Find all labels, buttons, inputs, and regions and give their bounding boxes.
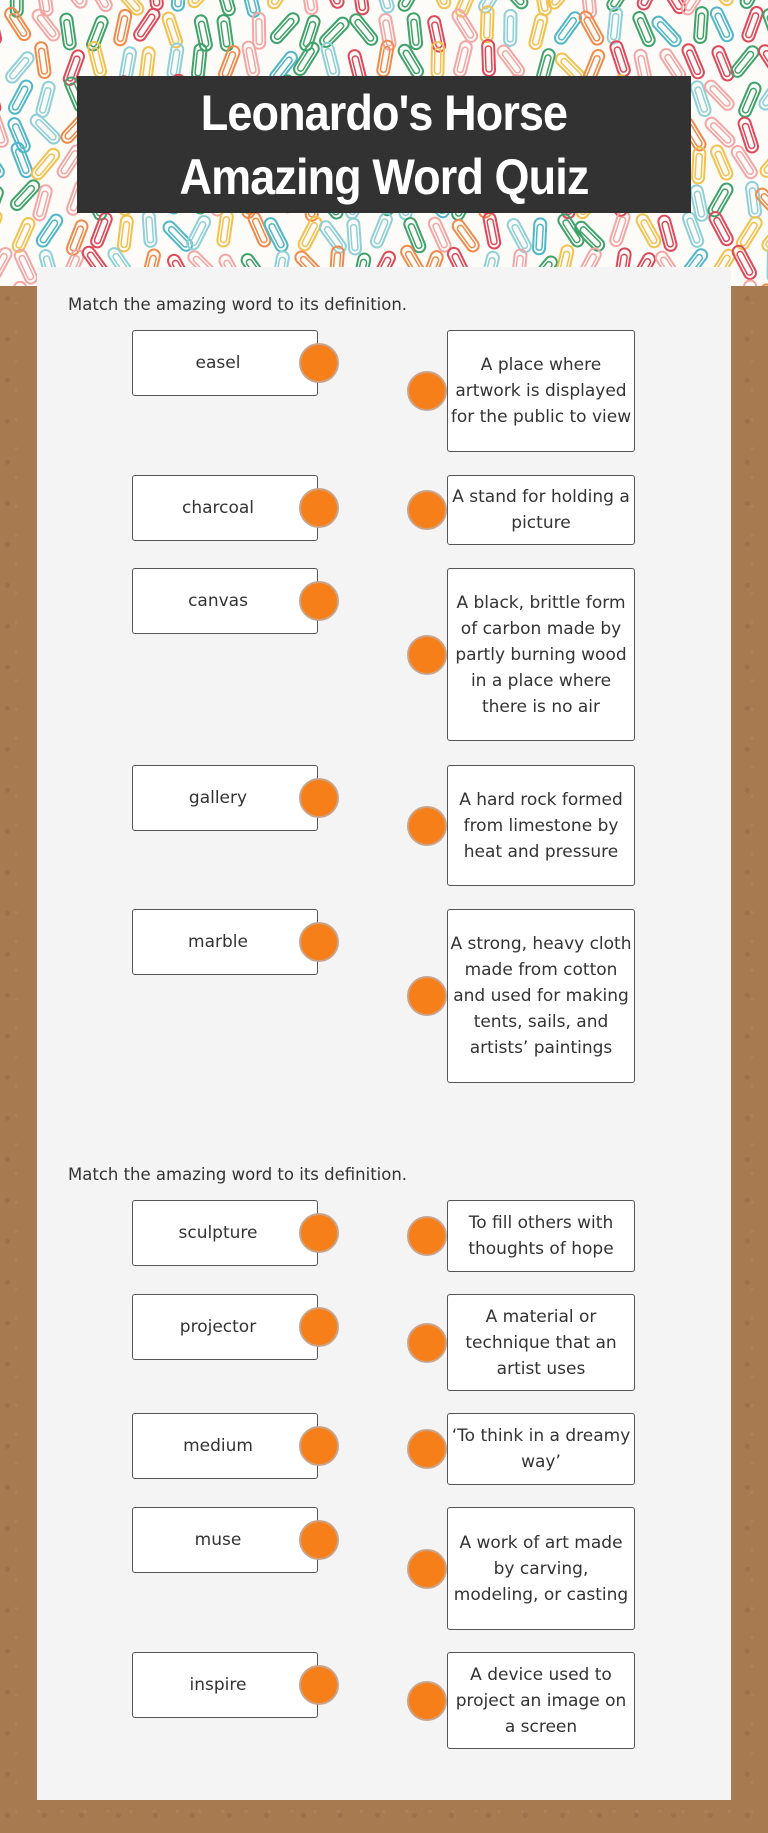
word-connector-dot[interactable]	[299, 581, 339, 621]
definition-card[interactable]	[447, 765, 635, 886]
word-card[interactable]	[132, 1507, 318, 1573]
definition-connector-dot[interactable]	[407, 1681, 447, 1721]
definition-label: To fill others with thoughts of hope	[468, 1213, 614, 1259]
word-label: sculpture	[178, 1223, 258, 1243]
word-connector-dot[interactable]	[299, 1665, 339, 1705]
word-label: medium	[183, 1436, 253, 1456]
word-connector-dot[interactable]	[299, 343, 339, 383]
definition-card[interactable]	[447, 1652, 635, 1749]
word-label: muse	[194, 1530, 242, 1550]
definition-card[interactable]	[447, 475, 635, 545]
definition-card[interactable]	[447, 1507, 635, 1630]
definition-connector-dot[interactable]	[407, 806, 447, 846]
word-connector-dot[interactable]	[299, 778, 339, 818]
definition-card[interactable]	[447, 1413, 635, 1485]
definition-connector-dot[interactable]	[407, 490, 447, 530]
definition-label: A hard rock formed from limestone by heat and pressure	[459, 789, 623, 862]
word-connector-dot[interactable]	[299, 1307, 339, 1347]
word-connector-dot[interactable]	[299, 922, 339, 962]
definition-label: A material or technique that an artist uses	[465, 1306, 617, 1379]
word-card[interactable]	[132, 909, 318, 975]
word-connector-dot[interactable]	[299, 488, 339, 528]
definition-label: A strong, heavy cloth made from cotton and used for making tents, sails, and artists’ paintings	[450, 934, 632, 1058]
word-label: charcoal	[181, 498, 255, 518]
quiz-card	[37, 267, 731, 1800]
definition-label: A black, brittle form of carbon made by partly burning wood in a place where there is no air	[455, 592, 627, 717]
definition-card[interactable]	[447, 1294, 635, 1391]
word-connector-dot[interactable]	[299, 1213, 339, 1253]
definition-connector-dot[interactable]	[407, 635, 447, 675]
word-label: projector	[179, 1317, 257, 1337]
definition-label: A device used to project an image on a screen	[455, 1664, 627, 1737]
word-card[interactable]	[132, 475, 318, 541]
definition-card[interactable]	[447, 330, 635, 452]
definition-connector-dot[interactable]	[407, 371, 447, 411]
word-card[interactable]	[132, 1294, 318, 1360]
word-card[interactable]	[132, 765, 318, 831]
title-banner	[77, 76, 691, 213]
word-label: marble	[188, 932, 248, 952]
word-label: canvas	[188, 591, 248, 611]
definition-connector-dot[interactable]	[407, 976, 447, 1016]
word-card[interactable]	[132, 1652, 318, 1718]
definition-card[interactable]	[447, 909, 635, 1083]
word-card[interactable]	[132, 1200, 318, 1266]
definition-label: A work of art made by carving, modeling, or casting	[453, 1532, 629, 1605]
definition-card[interactable]	[447, 568, 635, 741]
definition-connector-dot[interactable]	[407, 1216, 447, 1256]
definition-label: ‘To think in a dreamy way’	[451, 1426, 631, 1472]
definition-card[interactable]	[447, 1200, 635, 1272]
definition-label: A place where artwork is displayed for the public to view	[450, 355, 632, 427]
word-label: easel	[195, 353, 241, 373]
definition-connector-dot[interactable]	[407, 1429, 447, 1469]
definition-connector-dot[interactable]	[407, 1323, 447, 1363]
page-title: Leonardo's Horse Amazing Word Quiz	[179, 84, 589, 205]
definition-connector-dot[interactable]	[407, 1549, 447, 1589]
word-card[interactable]	[132, 568, 318, 634]
word-connector-dot[interactable]	[299, 1520, 339, 1560]
word-card[interactable]	[132, 330, 318, 396]
word-connector-dot[interactable]	[299, 1426, 339, 1466]
instruction-text: Match the amazing word to its definition.	[68, 295, 408, 314]
word-card[interactable]	[132, 1413, 318, 1479]
definition-label: A stand for holding a picture	[452, 487, 630, 533]
instruction-text: Match the amazing word to its definition.	[68, 1165, 408, 1184]
word-label: inspire	[189, 1675, 247, 1695]
word-label: gallery	[188, 788, 248, 808]
